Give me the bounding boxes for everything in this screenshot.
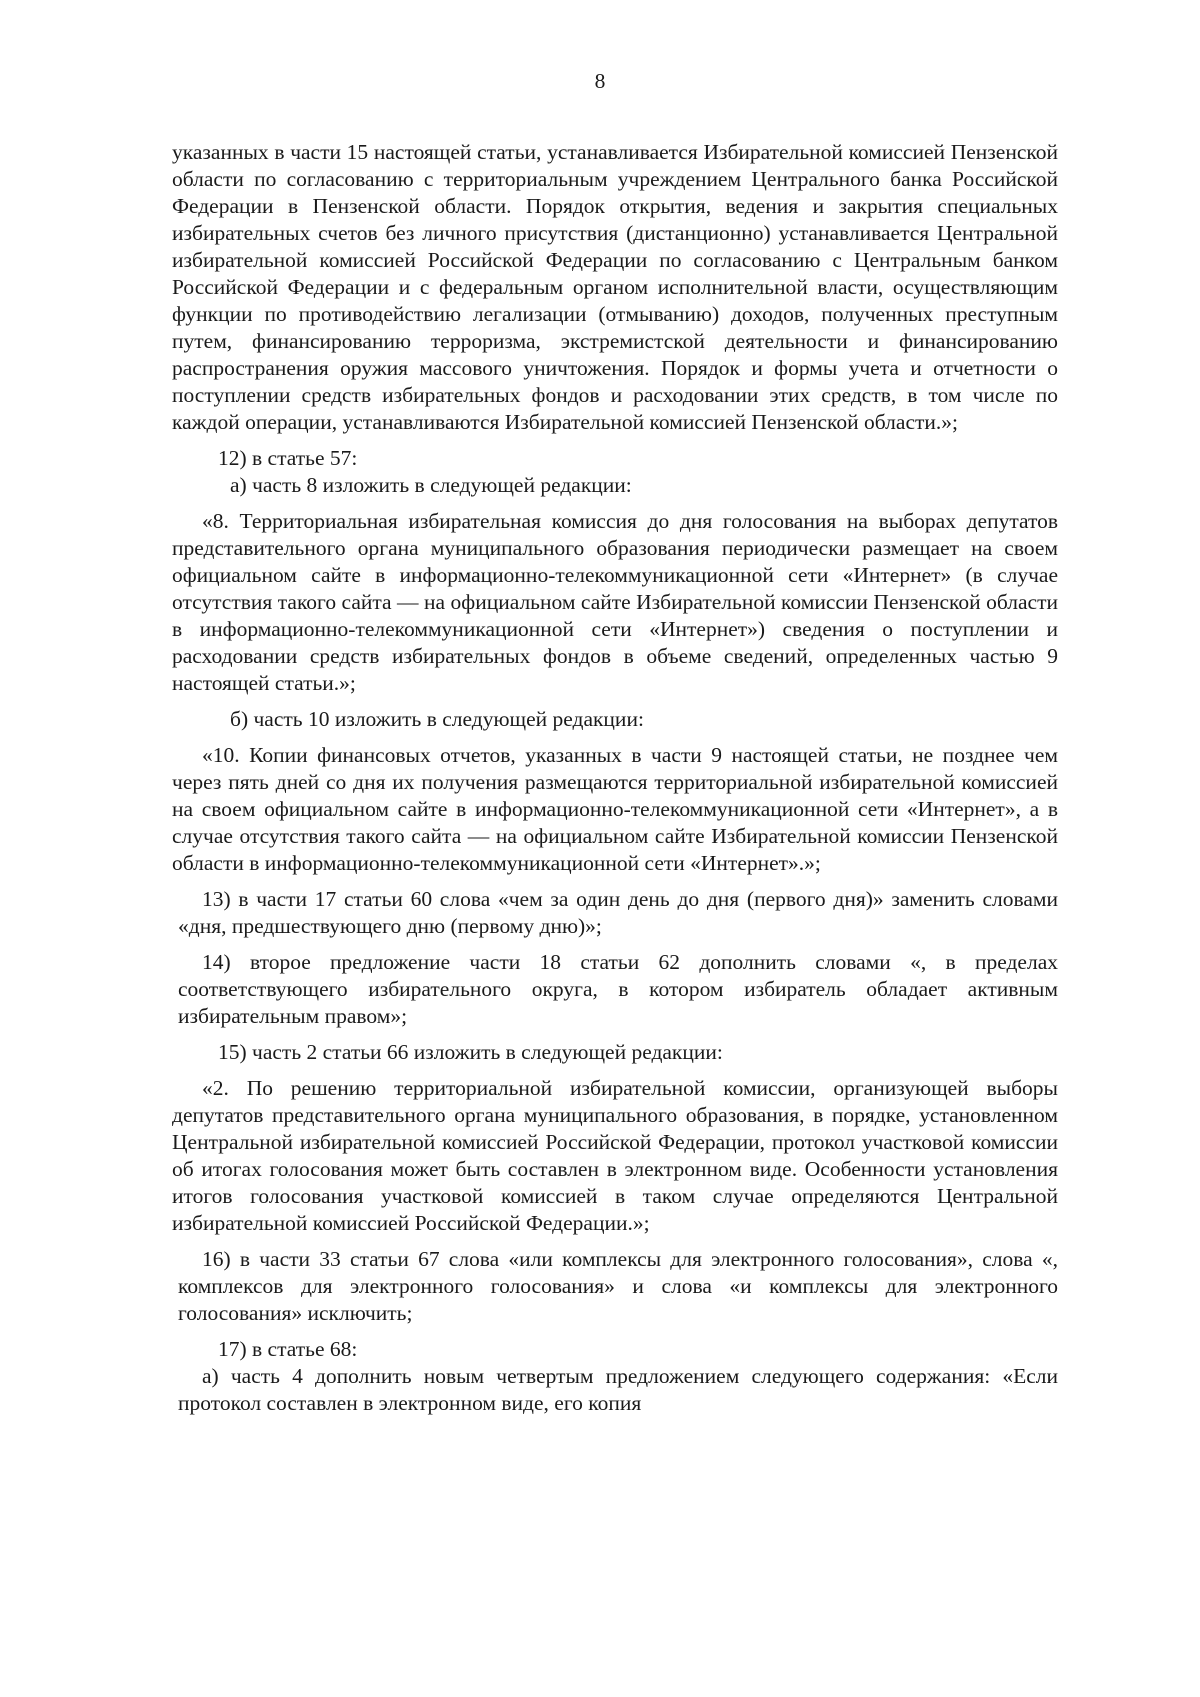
subitem-12a: а) часть 8 изложить в следующей редакции: — [230, 473, 632, 497]
quoted-part-2: «2. По решению территориальной избирательной комиссии, организующей выборы депутатов представительного органа муниципального образования, в порядке, установленном Центральной избирательной комиссией Российской Федерации, протокол участковой комиссии об итогах голосования может быть составлен в электронном виде. Особенности установления итогов голосования участковой комиссией в таком случае определяются Центральной избирательной комиссией Российской Федерации.»; — [172, 1076, 1058, 1235]
subitem-12b: б) часть 10 изложить в следующей редакции: — [230, 707, 644, 731]
list-item-16-block — [172, 1246, 1058, 1327]
list-item-14: 14) второе предложение части 18 статьи 62 дополнить словами «, в пределах соответствующего избирательного округа, в котором избиратель обладает активным избирательным правом»; — [178, 950, 1058, 1028]
list-item-12: 12) в статье 57: — [218, 446, 358, 470]
quoted-part-10: «10. Копии финансовых отчетов, указанных в части 9 настоящей статьи, не позднее чем через пять дней со дня их получения размещаются территориальной избирательной комиссией на своем официальном сайте в информационно-телекоммуникационной сети «Интернет», а в случае отсутствия такого сайта — на официальном сайте Избирательной комиссии Пензенской области в информационно-телекоммуникационной сети «Интернет».»; — [172, 743, 1058, 875]
paragraph-continuation: указанных в части 15 настоящей статьи, устанавливается Избирательной комиссией Пензенской области по согласованию с территориальным учреждением Центрального банка Российской Федерации в Пензенской области. Порядок открытия, ведения и закрытия специальных избирательных счетов без личного присутствия (дистанционно) устанавливается Центральной избирательной комиссией Российской Федерации по согласованию с Центральным банком Российской Федерации и с федеральным органом исполнительной власти, осуществляющим функции по противодействию легализации (отмыванию) доходов, полученных преступным путем, финансированию терроризма, экстремистской деятельности и финансированию распространения оружия массового уничтожения. Порядок и формы учета и отчетности о поступлении средств избирательных фондов и расходовании этих средств, в том числе по каждой операции, устанавливаются Избирательной комиссией Пензенской области.»; — [172, 140, 1058, 434]
list-item-14-block — [172, 949, 1058, 1030]
page-number: 8 — [594, 69, 606, 93]
quoted-part-8: «8. Территориальная избирательная комиссия до дня голосования на выборах депутатов представительного органа муниципального образования периодически размещает на своем официальном сайте в информационно-телекоммуникационной сети «Интернет» (в случае отсутствия такого сайта — на официальном сайте Избирательной комиссии Пензенской области в информационно-телекоммуникационной сети «Интернет») сведения о поступлении и расходовании средств избирательных фондов в объеме сведений, определенных частью 9 настоящей статьи.»; — [172, 509, 1058, 695]
document-body — [172, 139, 1058, 1417]
list-item-13: 13) в части 17 статьи 60 слова «чем за один день до дня (первого дня)» заменить словами «дня, предшествующего дню (первому дню)»; — [178, 887, 1058, 938]
list-item-13-block — [172, 886, 1058, 940]
list-item-16: 16) в части 33 статьи 67 слова «или комплексы для электронного голосования», слова «, комплексов для электронного голосования» и слова «и комплексы для электронного голосования» исключить; — [178, 1247, 1058, 1325]
list-item-17: 17) в статье 68: — [218, 1337, 358, 1361]
list-item-15: 15) часть 2 статьи 66 изложить в следующей редакции: — [218, 1040, 723, 1064]
subitem-17a-block — [172, 1363, 1058, 1417]
subitem-17a: а) часть 4 дополнить новым четвертым предложением следующего содержания: «Если протокол составлен в электронном виде, его копия — [178, 1364, 1058, 1415]
